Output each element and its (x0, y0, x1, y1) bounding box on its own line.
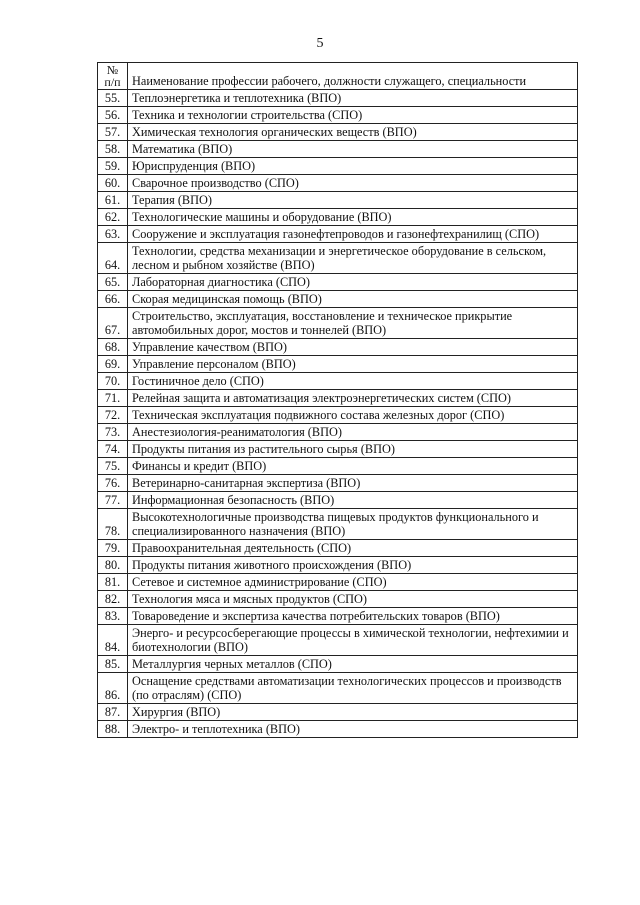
row-name: Техника и технологии строительства (СПО) (128, 107, 578, 124)
row-name: Теплоэнергетика и теплотехника (ВПО) (128, 90, 578, 107)
row-number: 85. (98, 656, 128, 673)
row-number: 80. (98, 557, 128, 574)
row-number: 56. (98, 107, 128, 124)
row-name: Хирургия (ВПО) (128, 704, 578, 721)
row-number: 73. (98, 424, 128, 441)
row-name: Юриспруденция (ВПО) (128, 158, 578, 175)
table-row (98, 441, 578, 458)
row-number: 76. (98, 475, 128, 492)
table-row (98, 721, 578, 738)
table-row (98, 407, 578, 424)
table-row (98, 158, 578, 175)
row-number: 86. (98, 673, 128, 704)
header-number: № п/п (98, 63, 128, 90)
row-name: Технология мяса и мясных продуктов (СПО) (128, 591, 578, 608)
table-row (98, 656, 578, 673)
table-row (98, 291, 578, 308)
row-name: Гостиничное дело (СПО) (128, 373, 578, 390)
row-name: Энерго- и ресурсосберегающие процессы в химической технологии, нефтехимии и биотехнологии (ВПО) (128, 625, 578, 656)
row-number: 63. (98, 226, 128, 243)
row-number: 78. (98, 509, 128, 540)
row-name: Электро- и теплотехника (ВПО) (128, 721, 578, 738)
table-row (98, 625, 578, 656)
row-name: Сварочное производство (СПО) (128, 175, 578, 192)
table-row (98, 574, 578, 591)
row-number: 83. (98, 608, 128, 625)
row-name: Лабораторная диагностика (СПО) (128, 274, 578, 291)
table-row (98, 673, 578, 704)
row-name: Продукты питания из растительного сырья (ВПО) (128, 441, 578, 458)
row-name: Оснащение средствами автоматизации технологических процессов и производств (по отраслям) (СПО) (128, 673, 578, 704)
table-header-row (98, 63, 578, 90)
row-number: 87. (98, 704, 128, 721)
row-name: Высокотехнологичные производства пищевых продуктов функционального и специализированного назначения (ВПО) (128, 509, 578, 540)
row-name: Техническая эксплуатация подвижного состава железных дорог (СПО) (128, 407, 578, 424)
row-name: Релейная защита и автоматизация электроэнергетических систем (СПО) (128, 390, 578, 407)
row-name: Металлургия черных металлов (СПО) (128, 656, 578, 673)
row-number: 77. (98, 492, 128, 509)
row-name: Терапия (ВПО) (128, 192, 578, 209)
table-row (98, 356, 578, 373)
row-number: 72. (98, 407, 128, 424)
table-row (98, 141, 578, 158)
row-number: 64. (98, 243, 128, 274)
row-number: 84. (98, 625, 128, 656)
row-name: Управление персоналом (ВПО) (128, 356, 578, 373)
table-body (98, 90, 578, 738)
row-name: Сетевое и системное администрирование (СПО) (128, 574, 578, 591)
row-number: 71. (98, 390, 128, 407)
row-name: Скорая медицинская помощь (ВПО) (128, 291, 578, 308)
table-row (98, 339, 578, 356)
row-name: Товароведение и экспертиза качества потребительских товаров (ВПО) (128, 608, 578, 625)
row-name: Информационная безопасность (ВПО) (128, 492, 578, 509)
table-row (98, 274, 578, 291)
table-row (98, 107, 578, 124)
row-number: 61. (98, 192, 128, 209)
row-number: 68. (98, 339, 128, 356)
row-number: 55. (98, 90, 128, 107)
row-number: 62. (98, 209, 128, 226)
row-number: 57. (98, 124, 128, 141)
row-number: 60. (98, 175, 128, 192)
row-name: Технологические машины и оборудование (ВПО) (128, 209, 578, 226)
row-number: 59. (98, 158, 128, 175)
table-row (98, 308, 578, 339)
table-row (98, 90, 578, 107)
row-number: 66. (98, 291, 128, 308)
page-number: 5 (316, 36, 324, 51)
table-row (98, 458, 578, 475)
table-row (98, 209, 578, 226)
table-row (98, 475, 578, 492)
row-number: 74. (98, 441, 128, 458)
row-name: Продукты питания животного происхождения (ВПО) (128, 557, 578, 574)
row-name: Управление качеством (ВПО) (128, 339, 578, 356)
row-number: 58. (98, 141, 128, 158)
table-row (98, 608, 578, 625)
row-name: Ветеринарно-санитарная экспертиза (ВПО) (128, 475, 578, 492)
row-name: Правоохранительная деятельность (СПО) (128, 540, 578, 557)
table-row (98, 390, 578, 407)
row-name: Строительство, эксплуатация, восстановление и техническое прикрытие автомобильных дорог, мостов и тоннелей (ВПО) (128, 308, 578, 339)
row-number: 81. (98, 574, 128, 591)
row-number: 75. (98, 458, 128, 475)
row-name: Математика (ВПО) (128, 141, 578, 158)
row-number: 88. (98, 721, 128, 738)
row-number: 79. (98, 540, 128, 557)
table-row (98, 124, 578, 141)
table-row (98, 509, 578, 540)
table-row (98, 557, 578, 574)
header-name: Наименование профессии рабочего, должности служащего, специальности (128, 63, 578, 90)
table-row (98, 540, 578, 557)
table-row (98, 226, 578, 243)
table-row (98, 704, 578, 721)
row-name: Анестезиология-реаниматология (ВПО) (128, 424, 578, 441)
row-number: 70. (98, 373, 128, 390)
row-name: Технологии, средства механизации и энергетическое оборудование в сельском, лесном и рыбном хозяйстве (ВПО) (128, 243, 578, 274)
table-row (98, 492, 578, 509)
professions-table (97, 62, 578, 738)
table-row (98, 424, 578, 441)
table-row (98, 591, 578, 608)
table-row (98, 373, 578, 390)
row-name: Финансы и кредит (ВПО) (128, 458, 578, 475)
row-name: Сооружение и эксплуатация газонефтепроводов и газонефтехранилищ (СПО) (128, 226, 578, 243)
row-number: 65. (98, 274, 128, 291)
row-number: 67. (98, 308, 128, 339)
table-row (98, 243, 578, 274)
row-number: 69. (98, 356, 128, 373)
table-row (98, 192, 578, 209)
row-name: Химическая технология органических веществ (ВПО) (128, 124, 578, 141)
row-number: 82. (98, 591, 128, 608)
table-row (98, 175, 578, 192)
